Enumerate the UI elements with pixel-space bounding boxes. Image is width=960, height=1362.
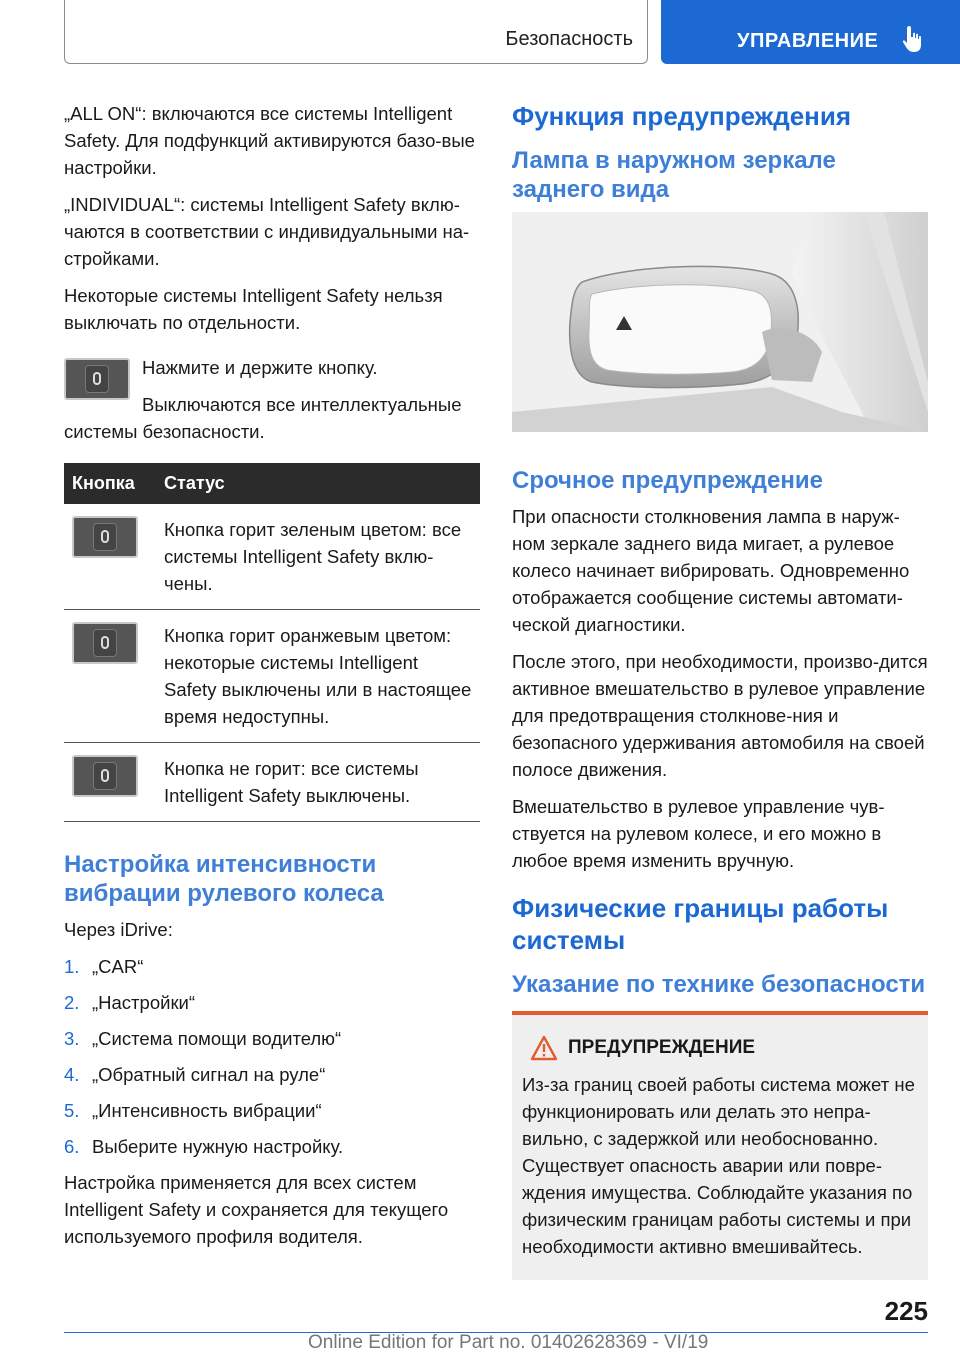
right-column xyxy=(512,100,928,1280)
list-item: 6. Выберите нужную настройку. xyxy=(64,1136,344,1157)
header-section-tab xyxy=(64,0,648,64)
limits-heading: Физические границы работы системы xyxy=(512,893,889,955)
lamp-heading: Лампа в наружном зеркале заднего вида xyxy=(512,147,836,203)
urgent-heading: Срочное предупреждение xyxy=(512,467,823,494)
status-text: Кнопка горит зеленым цветом: все системы Intelligent Safety вклю-чены. xyxy=(156,504,480,610)
header-section-title: Безопасность xyxy=(505,28,633,50)
warning-title: ПРЕДУПРЕЖДЕНИЕ xyxy=(522,1037,918,1061)
list-item: 2. „Настройки“ xyxy=(64,992,196,1013)
hand-pointer-icon xyxy=(901,24,927,54)
list-item: 1. „CAR“ xyxy=(64,956,144,977)
button-status-table xyxy=(64,463,480,822)
press-button-block xyxy=(64,354,480,445)
list-item: 4. „Обратный сигнал на руле“ xyxy=(64,1064,326,1085)
list-item: 3. „Система помощи водителю“ xyxy=(64,1028,342,1049)
via-idrive: Через iDrive: xyxy=(64,919,173,940)
side-mirror-illustration xyxy=(512,212,928,432)
applies-paragraph: Настройка применяется для всех систем Intelligent Safety и сохраняется для текущего используемого профиля водителя. xyxy=(64,1172,449,1247)
table-row xyxy=(64,504,480,610)
warning-box xyxy=(512,1015,928,1280)
button-green-icon xyxy=(72,516,138,558)
header-chapter-tab xyxy=(661,0,960,64)
table-header-status: Статус xyxy=(156,463,480,504)
press-result: Выключаются все интеллектуальные системы безопасности. xyxy=(64,394,462,442)
table-header-button: Кнопка xyxy=(64,463,156,504)
urgent-paragraph-1: При опасности столкновения лампа в наруж-ном зеркале заднего вида мигает, а рулевое колесо начинает вибрировать. Одновременно отображается сообщение системы автомати-ческой диагностики. xyxy=(512,506,910,635)
intelligent-safety-button-icon xyxy=(64,358,130,400)
warning-triangle-icon xyxy=(530,1035,558,1061)
header-chapter-title: УПРАВЛЕНИЕ xyxy=(737,30,879,52)
urgent-paragraph-2: После этого, при необходимости, произво-дится активное вмешательство в рулевое управление для предотвращения столкнове-ния и безопасного удерживания автомобиля на своей полосе движения. xyxy=(512,651,928,780)
safety-heading: Указание по технике безопасности xyxy=(512,971,926,998)
steps-list xyxy=(64,953,480,1160)
button-off-icon xyxy=(72,755,138,797)
list-item: 5. „Интенсивность вибрации“ xyxy=(64,1100,322,1121)
page-number: 225 xyxy=(884,1296,928,1326)
left-column xyxy=(64,100,480,1260)
status-text: Кнопка горит оранжевым цветом: некоторые системы Intelligent Safety выключены или в настоящее время недоступны. xyxy=(156,610,480,743)
function-heading: Функция предупреждения xyxy=(512,101,852,131)
paragraph-all-on: „ALL ON“: включаются все системы Intelligent Safety. Для подфункций активируются базо-вые настройки. xyxy=(64,103,475,178)
footer-edition: Online Edition for Part no. 01402628369 - VI/19 xyxy=(308,1332,709,1353)
warning-text: Из-за границ своей работы система может не функционировать или делать это непра-вильно, с задержкой или необоснованно. Существует опасность аварии или повре-ждения имущества. Соблюдайте указания по физическим границам работы системы и при необходимости активно вмешивайтесь. xyxy=(522,1074,915,1257)
table-row xyxy=(64,610,480,743)
button-orange-icon xyxy=(72,622,138,664)
vibration-heading: Настройка интенсивности вибрации рулевого колеса xyxy=(64,851,384,907)
paragraph-cannot-disable: Некоторые системы Intelligent Safety нельзя выключать по отдельности. xyxy=(64,285,443,333)
urgent-paragraph-3: Вмешательство в рулевое управление чув-ствуется на рулевом колесе, и его можно в любое время изменить вручную. xyxy=(512,796,885,871)
status-text: Кнопка не горит: все системы Intelligent Safety выключены. xyxy=(156,743,480,822)
table-row xyxy=(64,743,480,822)
paragraph-individual: „INDIVIDUAL“: системы Intelligent Safety вклю-чаются в соответствии с индивидуальными на-стройками. xyxy=(64,194,470,269)
press-instruction: Нажмите и держите кнопку. xyxy=(142,357,378,378)
